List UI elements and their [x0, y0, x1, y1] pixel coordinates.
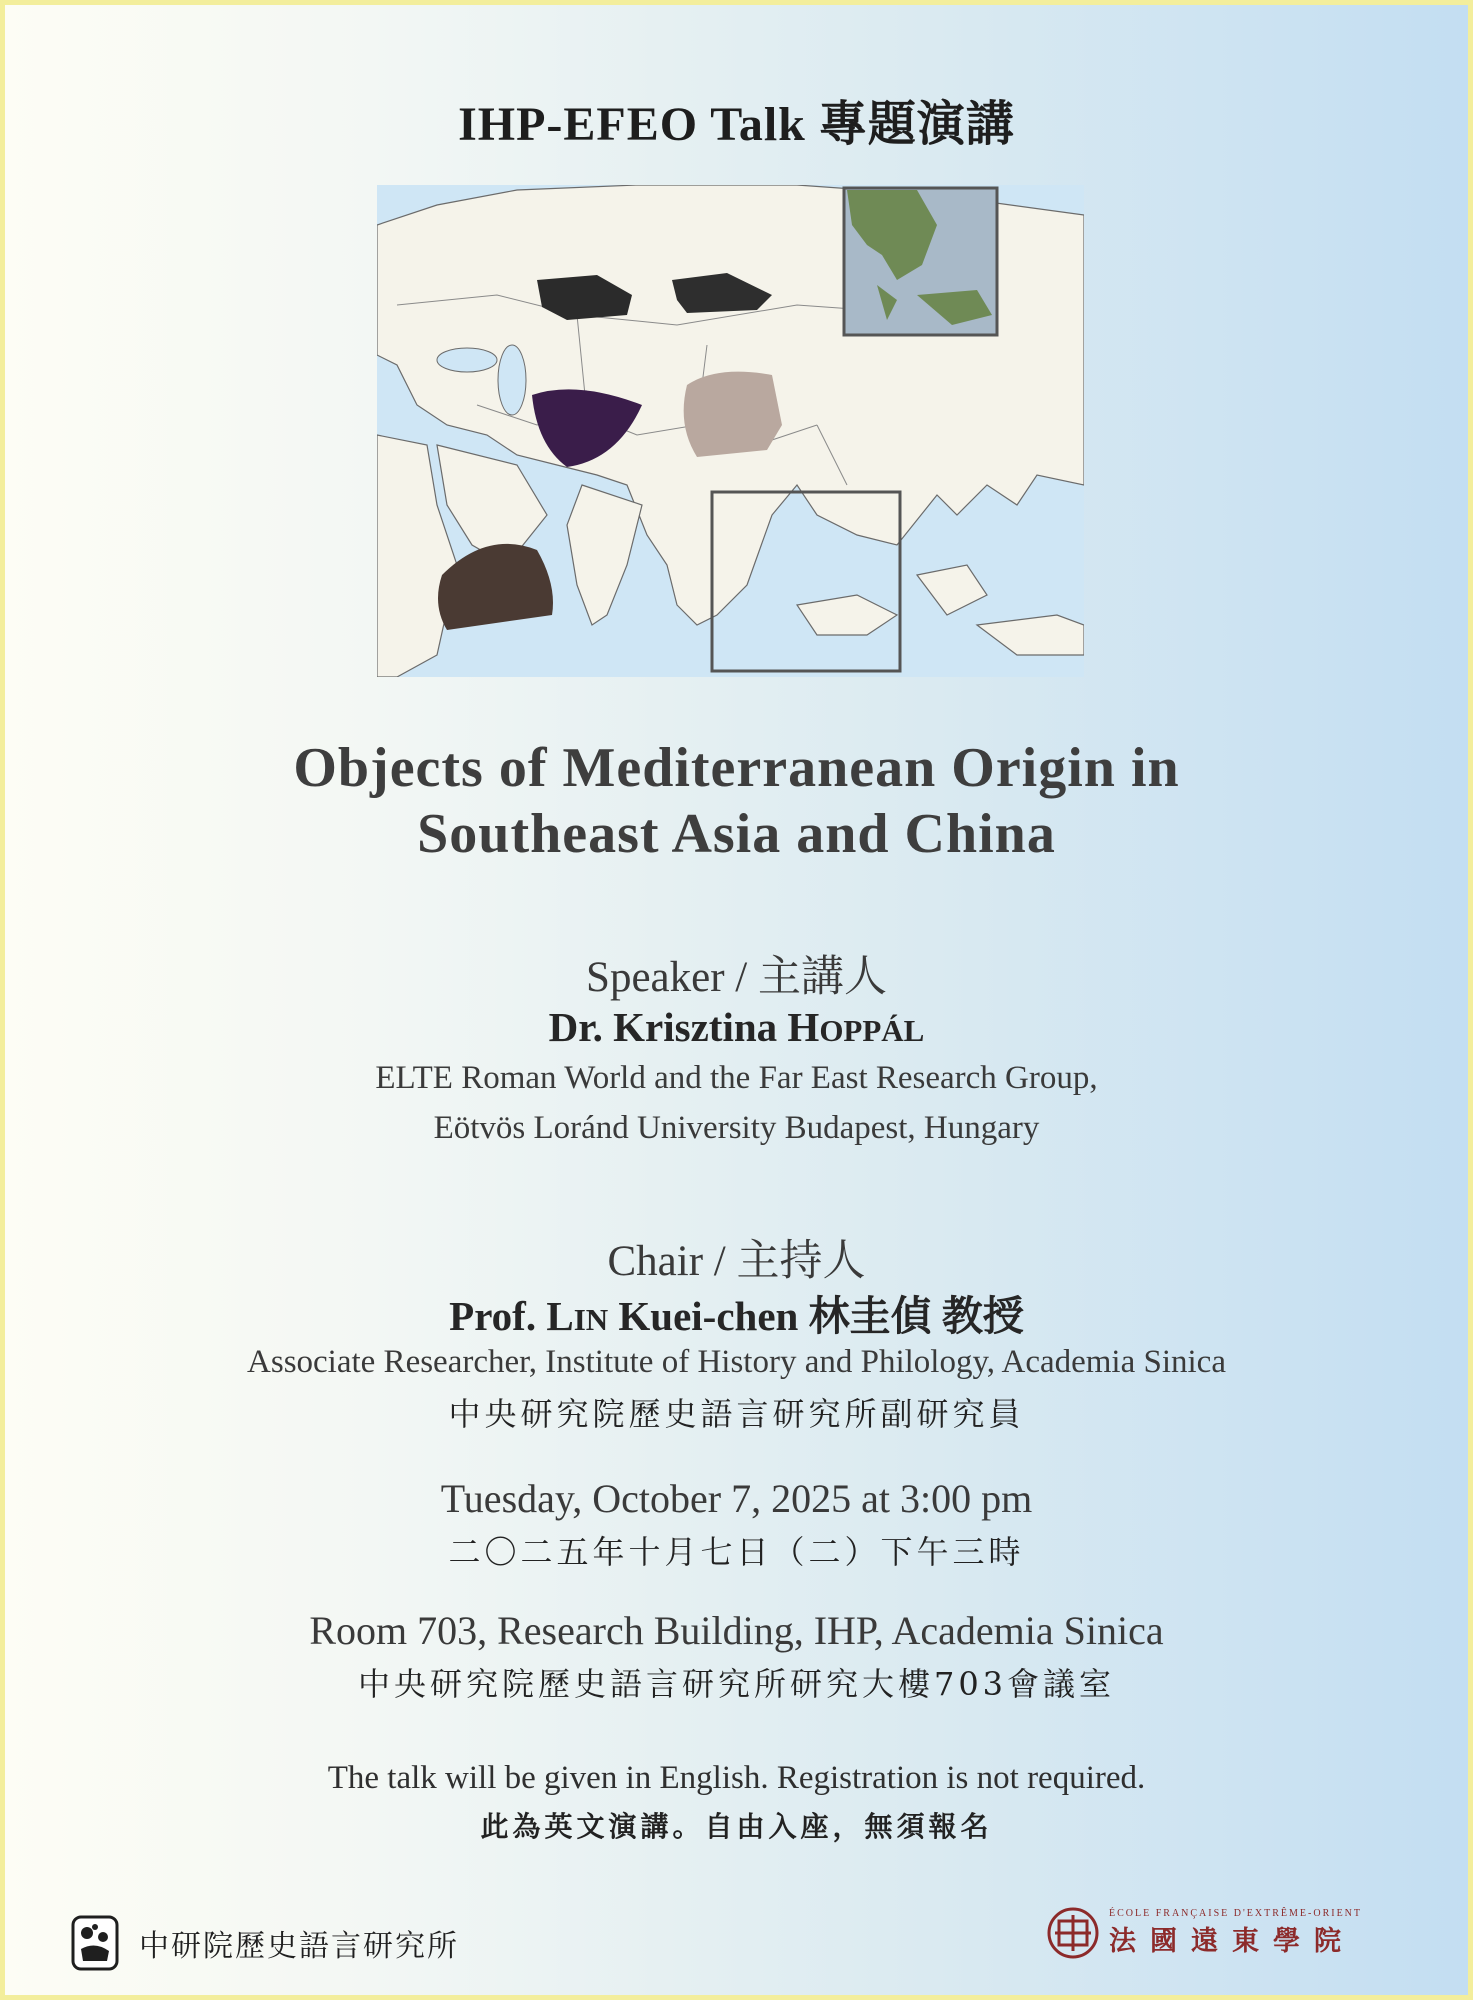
speaker-affiliation — [5, 1053, 1468, 1153]
chair-surname-rest: IN — [573, 1302, 609, 1337]
series-title: IHP-EFEO Talk 專題演講 — [458, 98, 1015, 151]
speaker-affiliation-line1: ELTE Roman World and the Far East Research Group, — [375, 1060, 1098, 1096]
talk-title-line2: Southeast Asia and China — [417, 803, 1056, 865]
talk-title-line1: Objects of Mediterranean Origin in — [293, 737, 1180, 799]
date-zh: 二〇二五年十月七日（二）下午三時 — [448, 1533, 1025, 1571]
ihp-emblem-icon — [69, 1913, 121, 1973]
asia-map-illustration — [377, 185, 1084, 677]
speaker-name-prefix: Dr. Krisztina — [548, 1004, 788, 1050]
ihp-footer-logo — [69, 1913, 459, 1973]
chair-surname-initial: L — [546, 1293, 574, 1339]
speaker-name — [5, 1003, 1468, 1051]
talk-title — [5, 735, 1468, 867]
speaker-surname-initial: H — [787, 1004, 820, 1050]
chair-role: Chair / 主持人 — [607, 1238, 866, 1285]
efeo-text-block — [1109, 1908, 1362, 1958]
venue-en: Room 703, Research Building, IHP, Academia Sinica — [309, 1608, 1164, 1653]
speaker-role: Speaker / 主講人 — [586, 954, 887, 1001]
speaker-affiliation-line2: Eötvös Loránd University Budapest, Hungary — [433, 1110, 1040, 1146]
speaker-surname-rest: OPPÁL — [819, 1013, 925, 1048]
date-en: Tuesday, October 7, 2025 at 3:00 pm — [440, 1476, 1033, 1521]
efeo-org-name-zh: 法國遠東學院 — [1109, 1926, 1355, 1957]
chair-name — [5, 1283, 1468, 1342]
venue-zh: 中央研究院歷史語言研究所研究大樓703會議室 — [357, 1665, 1116, 1703]
note-en: The talk will be given in English. Registration is not required. — [327, 1760, 1146, 1796]
efeo-org-name-fr: ÉCOLE FRANÇAISE D'EXTRÊME-ORIENT — [1109, 1908, 1363, 1919]
chair-affiliation-en: Associate Researcher, Institute of History and Philology, Academia Sinica — [247, 1344, 1226, 1380]
chair-given-name: Kuei-chen 林圭偵 教授 — [608, 1293, 1024, 1339]
chair-name-prefix: Prof. — [449, 1293, 547, 1339]
ihp-org-name: 中研院歷史語言研究所 — [139, 1929, 459, 1964]
note-zh: 此為英文演講。自由入座，無須報名 — [480, 1810, 993, 1843]
efeo-footer-logo — [1045, 1905, 1362, 1961]
chair-affiliation-zh: 中央研究院歷史語言研究所副研究員 — [448, 1395, 1025, 1433]
efeo-emblem-icon — [1045, 1905, 1101, 1961]
